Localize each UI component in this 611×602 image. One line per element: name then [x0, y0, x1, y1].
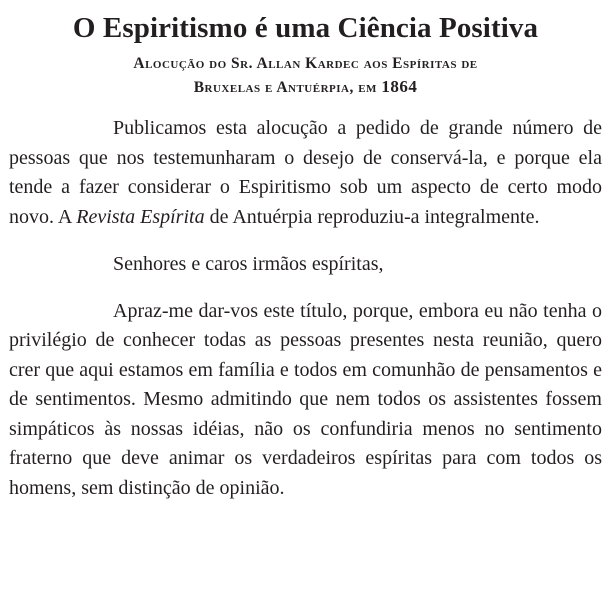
- paragraph-intro-text-2: de Antuérpia reproduziu-a integralmente.: [204, 205, 540, 228]
- paragraph-salutation: Senhores e caros irmãos espíritas,: [113, 252, 384, 275]
- subtitle-line-2: Bruxelas e Antuérpia, em: [193, 79, 377, 96]
- subtitle-year: 1864: [381, 77, 418, 96]
- page-title: O Espiritismo é uma Ciência Positiva: [72, 12, 539, 44]
- paragraph-intro: [9, 114, 602, 232]
- subtitle: [9, 52, 602, 99]
- document-body: [9, 114, 602, 503]
- paragraph-speech: Apraz-me dar-vos este título, porque, embora eu não tenha o privilégio de conhecer todas as pessoas presentes nesta reunião, quero crer que aqui estamos em família e todos em comunhão de pensamentos e de sentimentos. Mesmo admitindo que nem todos os assistentes fossem simpáticos às nossas idéias, não os confundiria menos no sentimento fraterno que deve animar os verdadeiros espíritas para com todos os homens, sem distinção de opinião.: [9, 299, 602, 499]
- journal-title: Revista Espírita: [76, 205, 205, 228]
- subtitle-line-1: Alocução do Sr. Allan Kardec aos Espíritas de: [133, 55, 478, 72]
- paragraph-intro-text-1: Publicamos esta alocução a pedido de grande número de pessoas que nos testemunharam o desejo de conservá-la, e porque ela tende a fazer considerar o Espiritismo sob um aspecto de certo modo novo. A: [9, 117, 602, 228]
